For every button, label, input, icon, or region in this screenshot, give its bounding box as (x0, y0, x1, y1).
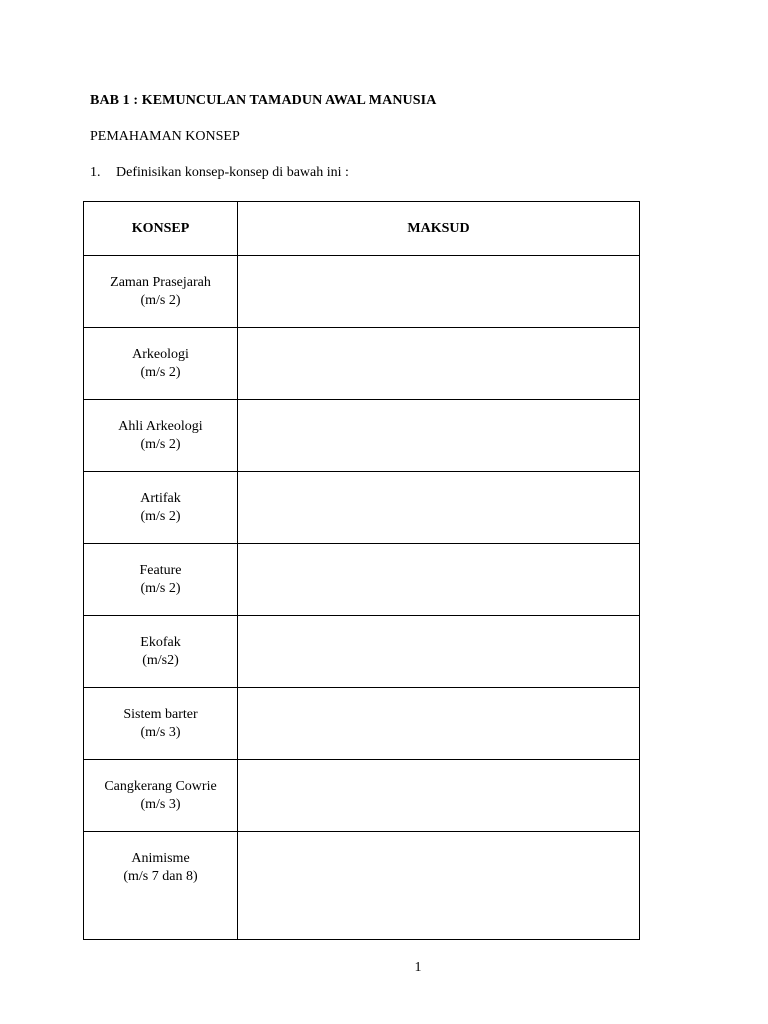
konsep-name: Artifak (140, 490, 181, 506)
konsep-page-ref: (m/s 3) (140, 796, 181, 812)
chapter-title: BAB 1 : KEMUNCULAN TAMADUN AWAL MANUSIA (90, 93, 437, 108)
maksud-answer-cell[interactable] (238, 472, 640, 544)
table-row (84, 400, 640, 472)
maksud-answer-cell[interactable] (238, 832, 640, 940)
table-row (84, 760, 640, 832)
konsep-page-ref: (m/s 7 dan 8) (123, 869, 198, 884)
konsep-cell (84, 256, 238, 328)
table-row (84, 544, 640, 616)
konsep-cell (84, 832, 238, 940)
konsep-cell (84, 400, 238, 472)
header-maksud: MAKSUD (238, 202, 640, 256)
table-row (84, 616, 640, 688)
konsep-cell (84, 616, 238, 688)
konsep-name: Animisme (131, 851, 190, 866)
konsep-cell (84, 760, 238, 832)
concept-table (83, 201, 640, 940)
maksud-answer-cell[interactable] (238, 400, 640, 472)
konsep-page-ref: (m/s 2) (140, 580, 181, 596)
table-row (84, 472, 640, 544)
konsep-name: Feature (139, 562, 182, 578)
maksud-answer-cell[interactable] (238, 688, 640, 760)
konsep-cell (84, 544, 238, 616)
table-row (84, 328, 640, 400)
question-number: 1. (90, 165, 101, 180)
konsep-page-ref: (m/s2) (142, 652, 179, 668)
maksud-answer-cell[interactable] (238, 328, 640, 400)
section-title: PEMAHAMAN KONSEP (90, 129, 240, 144)
maksud-answer-cell[interactable] (238, 760, 640, 832)
page-number: 1 (414, 960, 422, 975)
maksud-answer-cell[interactable] (238, 616, 640, 688)
table-row (84, 688, 640, 760)
table-row (84, 256, 640, 328)
konsep-page-ref: (m/s 2) (140, 292, 181, 308)
konsep-name: Zaman Prasejarah (110, 274, 211, 290)
table-row (84, 832, 640, 940)
konsep-name: Sistem barter (123, 706, 198, 722)
konsep-name: Ekofak (140, 634, 181, 650)
maksud-answer-cell[interactable] (238, 256, 640, 328)
maksud-answer-cell[interactable] (238, 544, 640, 616)
question-1 (90, 165, 349, 181)
table-header-row (84, 202, 640, 256)
header-konsep: KONSEP (84, 202, 238, 256)
konsep-name: Arkeologi (132, 346, 189, 362)
konsep-page-ref: (m/s 3) (140, 724, 181, 740)
konsep-cell (84, 688, 238, 760)
question-text: Definisikan konsep-konsep di bawah ini : (116, 165, 349, 180)
konsep-cell (84, 328, 238, 400)
konsep-page-ref: (m/s 2) (140, 436, 181, 452)
konsep-name: Ahli Arkeologi (118, 418, 203, 434)
konsep-cell (84, 472, 238, 544)
konsep-page-ref: (m/s 2) (140, 364, 181, 380)
konsep-page-ref: (m/s 2) (140, 508, 181, 524)
konsep-name: Cangkerang Cowrie (104, 778, 217, 794)
